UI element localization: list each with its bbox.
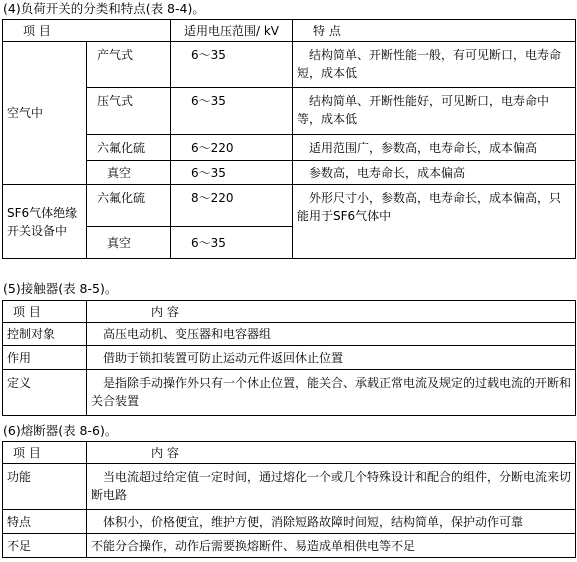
feature-cell: 参数高，电寿命长，成本偏高 bbox=[293, 161, 576, 185]
header-item: 项 目 bbox=[3, 301, 87, 323]
table-8-6-heading: (6)熔断器(表 8-6)。 bbox=[3, 423, 118, 438]
type-cell: 六氟化硫 bbox=[87, 135, 171, 161]
content-cell: 当电流超过给定值一定时间，通过熔化一个或几个特殊设计和配合的组件，分断电流来切断电路 bbox=[87, 464, 576, 510]
content-cell: 不能分合操作，动作后需要换熔断件、易造成单相供电等不足 bbox=[87, 534, 576, 558]
item-cell: 控制对象 bbox=[3, 323, 87, 346]
range-cell: 6～220 bbox=[171, 135, 293, 161]
feature-cell: 外形尺寸小，参数高，电寿命长，成本偏高，只能用于SF6气体中 bbox=[293, 185, 576, 259]
group-cell-sf6: SF6气体绝缘开关设备中 bbox=[3, 185, 87, 259]
content-cell: 是指除手动操作外只有一个休止位置，能关合、承载正常电流及规定的过载电流的开断和关合装置 bbox=[87, 370, 576, 416]
table-row bbox=[3, 88, 576, 135]
header-content: 内 容 bbox=[87, 442, 576, 464]
range-cell: 6～35 bbox=[171, 161, 293, 185]
item-cell: 定义 bbox=[3, 370, 87, 416]
table-8-4-heading: (4)负荷开关的分类和特点(表 8-4)。 bbox=[3, 1, 205, 16]
table-row bbox=[3, 534, 576, 558]
header-voltage-range: 适用电压范围/ kV bbox=[171, 20, 293, 42]
type-cell: 压气式 bbox=[87, 88, 171, 135]
item-cell: 特点 bbox=[3, 510, 87, 534]
table-header-row bbox=[3, 20, 576, 42]
item-cell: 功能 bbox=[3, 464, 87, 510]
table-8-4 bbox=[2, 19, 576, 259]
table-row bbox=[3, 42, 576, 88]
table-8-5-heading: (5)接触器(表 8-5)。 bbox=[3, 281, 118, 296]
table-row bbox=[3, 323, 576, 346]
range-cell: 6～35 bbox=[171, 227, 293, 259]
table-row bbox=[3, 370, 576, 416]
table-row bbox=[3, 135, 576, 161]
content-cell: 体积小，价格便宜，维护方便，消除短路故障时间短，结构简单，保护动作可靠 bbox=[87, 510, 576, 534]
type-cell: 六氟化硫 bbox=[87, 185, 171, 227]
feature-cell: 结构简单、开断性能一般，有可见断口，电寿命短，成本低 bbox=[293, 42, 576, 88]
table-8-5 bbox=[2, 300, 576, 416]
header-feature: 特 点 bbox=[293, 20, 576, 42]
table-header-row bbox=[3, 442, 576, 464]
table-row bbox=[3, 161, 576, 185]
table-row bbox=[3, 346, 576, 370]
header-item: 项 目 bbox=[3, 20, 171, 42]
type-cell: 产气式 bbox=[87, 42, 171, 88]
feature-cell: 适用范围广，参数高，电寿命长，成本偏高 bbox=[293, 135, 576, 161]
header-item: 项 目 bbox=[3, 442, 87, 464]
item-cell: 作用 bbox=[3, 346, 87, 370]
content-cell: 借助于锁扣装置可防止运动元件返回休止位置 bbox=[87, 346, 576, 370]
table-row bbox=[3, 185, 576, 227]
type-cell: 真空 bbox=[87, 161, 171, 185]
header-content: 内 容 bbox=[87, 301, 576, 323]
range-cell: 6～35 bbox=[171, 88, 293, 135]
table-row bbox=[3, 510, 576, 534]
range-cell: 8～220 bbox=[171, 185, 293, 227]
feature-cell: 结构简单、开断性能好，可见断口，电寿命中等，成本低 bbox=[293, 88, 576, 135]
content-cell: 高压电动机、变压器和电容器组 bbox=[87, 323, 576, 346]
type-cell: 真空 bbox=[87, 227, 171, 259]
table-8-6 bbox=[2, 441, 576, 558]
item-cell: 不足 bbox=[3, 534, 87, 558]
group-cell-air: 空气中 bbox=[3, 42, 87, 185]
range-cell: 6～35 bbox=[171, 42, 293, 88]
table-header-row bbox=[3, 301, 576, 323]
table-row bbox=[3, 464, 576, 510]
